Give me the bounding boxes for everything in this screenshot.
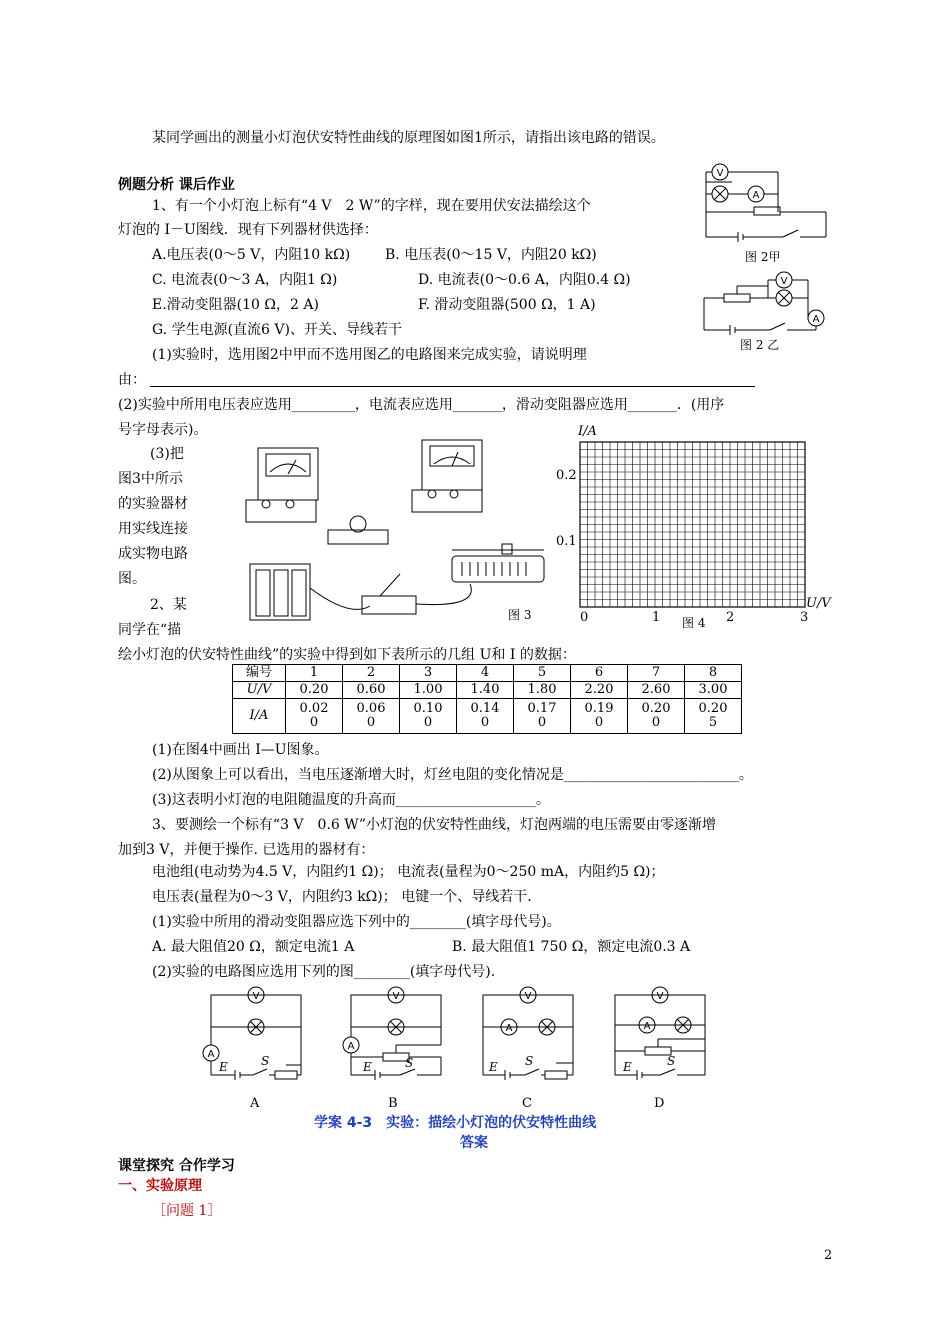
q1-sub3-l2: 图3中所示	[118, 471, 183, 487]
q1-sub3-l3: 的实验器材	[118, 496, 188, 512]
ammeter-symbol: A	[752, 190, 760, 201]
figure-2-yi-caption: 图 2 乙	[740, 338, 780, 352]
q3-line4: 电压表(量程为0～3 V，内阻约3 kΩ)； 电键一个、导线若干.	[152, 889, 532, 905]
q1-opt-g: G. 学生电源(直流6 V)、开关、导线若干	[152, 322, 402, 338]
figure-4-x-tick-0: 0	[580, 610, 589, 625]
table-cell: 1.80	[514, 682, 571, 699]
svg-text:E: E	[219, 1060, 228, 1074]
voltmeter-symbol: V	[716, 168, 724, 179]
svg-text:V: V	[524, 991, 532, 1002]
table-cell: 4	[457, 665, 514, 682]
table-header-cell: I/A	[233, 699, 286, 734]
table-row	[233, 665, 742, 682]
table-cell: 0.60	[343, 682, 400, 699]
table-cell: 5	[514, 665, 571, 682]
svg-text:V: V	[252, 991, 260, 1002]
table-cell: 1	[286, 665, 343, 682]
table-header-cell: U/V	[233, 682, 286, 699]
figure-3-apparatus	[240, 438, 560, 628]
question-tag: ［问题 1］	[152, 1203, 222, 1219]
section-one-heading: 一、实验原理	[118, 1178, 202, 1194]
answer-subtitle: 答案	[460, 1135, 488, 1151]
svg-text:S: S	[261, 1054, 270, 1068]
q1-sub1: (1)实验时，选用图2中甲而不选用图乙的电路图来完成实验，请说明理	[152, 347, 587, 363]
q2-sub2: (2)从图象上可以看出，当电压逐渐增大时，灯丝电阻的变化情况是_________________________。	[152, 767, 753, 783]
q1-sub3-l5: 成实物电路	[118, 546, 188, 562]
data-table	[232, 664, 742, 734]
q3-sub1: (1)实验中所用的滑动变阻器应选下列中的________(填字母代号)。	[152, 914, 561, 930]
table-cell: 0.17 0	[514, 699, 571, 734]
q2-line: 绘小灯泡的伏安特性曲线”的实验中得到如下表所示的几组 U和 I 的数据：	[118, 647, 576, 663]
q1-opt-c: C. 电流表(0～3 A，内阻1 Ω)	[152, 272, 338, 288]
svg-text:E: E	[363, 1060, 372, 1074]
q1-line2: 灯泡的 I－U图线．现有下列器材供选择：	[118, 222, 378, 238]
figure-4-y-tick-0-2: 0.2	[556, 468, 577, 483]
svg-text:A: A	[347, 1041, 355, 1052]
svg-text:S: S	[405, 1056, 414, 1070]
q1-opt-b: B. 电压表(0～15 V，内阻20 kΩ)	[385, 247, 597, 263]
figure-4-x-tick-2: 2	[726, 610, 735, 625]
figure-3-caption: 图 3	[508, 608, 532, 622]
ammeter-symbol-yi: A	[812, 314, 820, 325]
table-cell: 0.06 0	[343, 699, 400, 734]
table-cell: 3	[400, 665, 457, 682]
svg-text:E: E	[623, 1060, 632, 1074]
figure-4-y-axis-label: I/A	[578, 424, 597, 439]
table-cell: 0.10 0	[400, 699, 457, 734]
svg-text:S: S	[525, 1054, 534, 1068]
table-cell: 8	[685, 665, 742, 682]
q1-sub2: (2)实验中所用电压表应选用_________，电流表应选用_______，滑动变阻器应选用_______．(用序	[118, 397, 725, 413]
q2-side-l2: 同学在“描	[118, 622, 182, 638]
q1-sub3-l1: (3)把	[150, 446, 184, 462]
table-row	[233, 699, 742, 734]
section-class-heading: 课堂探究 合作学习	[118, 1158, 235, 1174]
figure-4-y-tick-0-1: 0.1	[556, 534, 577, 549]
table-cell: 2.20	[571, 682, 628, 699]
q3-line3: 电池组(电动势为4.5 V，内阻约1 Ω)； 电流表(量程为0～250 mA，内阻约5 Ω)；	[152, 864, 665, 880]
intro-text: 某同学画出的测量小灯泡伏安特性曲线的原理图如图1所示，请指出该电路的错误。	[152, 130, 665, 146]
table-cell: 7	[628, 665, 685, 682]
figure-4-grid	[580, 442, 810, 612]
figure-4-x-tick-3: 3	[800, 610, 809, 625]
figure-2-yi-circuit	[700, 268, 830, 338]
svg-text:S: S	[667, 1054, 676, 1068]
q1-sub1-reason-label: 由：	[118, 372, 146, 388]
voltmeter-symbol-yi: V	[780, 276, 788, 287]
circuit-label-a: A	[250, 1096, 260, 1111]
table-header-cell: 编号	[233, 665, 286, 682]
table-cell: 2	[343, 665, 400, 682]
table-cell: 6	[571, 665, 628, 682]
section-homework-heading: 例题分析 课后作业	[118, 177, 235, 193]
table-cell: 3.00	[685, 682, 742, 699]
svg-text:A: A	[643, 1021, 651, 1032]
circuit-label-b: B	[388, 1096, 398, 1111]
table-cell: 0.14 0	[457, 699, 514, 734]
figure-4-x-axis-label: U/V	[806, 596, 831, 611]
q3-opt-b: B. 最大阻值1 750 Ω，额定电流0.3 A	[452, 939, 691, 955]
page-number: 2	[824, 1248, 833, 1263]
table-cell: 0.19 0	[571, 699, 628, 734]
svg-text:E: E	[489, 1060, 498, 1074]
table-cell: 2.60	[628, 682, 685, 699]
table-cell: 0.20 0	[628, 699, 685, 734]
q1-line1: 1、有一个小灯泡上标有“4 V 2 W”的字样，现在要用伏安法描绘这个	[152, 198, 591, 214]
q3-opt-a: A. 最大阻值20 Ω，额定电流1 A	[152, 939, 355, 955]
q3-sub2: (2)实验的电路图应选用下列的图________(填字母代号).	[152, 964, 496, 980]
q3-line2: 加到3 V，并便于操作. 已选用的器材有：	[118, 842, 375, 858]
svg-text:V: V	[656, 991, 664, 1002]
q1-opt-d: D. 电流表(0～0.6 A，内阻0.4 Ω)	[418, 272, 631, 288]
figure-2-jia-circuit	[698, 162, 828, 242]
table-cell: 1.40	[457, 682, 514, 699]
q1-sub3-l6: 图。	[118, 571, 146, 587]
table-cell: 1.00	[400, 682, 457, 699]
table-cell: 0.20	[286, 682, 343, 699]
figure-2-jia-caption: 图 2甲	[745, 250, 781, 264]
reason-answer-line	[150, 386, 755, 387]
table-cell: 0.02 0	[286, 699, 343, 734]
q2-side-l1: 2、某	[150, 597, 187, 613]
svg-text:V: V	[392, 991, 400, 1002]
svg-text:A: A	[505, 1023, 513, 1034]
q1-sub3-l4: 用实线连接	[118, 521, 188, 537]
circuit-label-d: D	[654, 1096, 665, 1111]
circuit-options	[205, 985, 725, 1085]
q1-opt-e: E.滑动变阻器(10 Ω，2 A)	[152, 297, 319, 313]
q2-sub3: (3)这表明小灯泡的电阻随温度的升高而____________________。	[152, 792, 550, 808]
svg-text:A: A	[207, 1049, 215, 1060]
figure-4-x-tick-1: 1	[652, 610, 661, 625]
figure-4-caption: 图 4	[682, 616, 706, 630]
circuit-label-c: C	[522, 1096, 532, 1111]
q1-opt-a: A.电压表(0～5 V，内阻10 kΩ)	[152, 247, 351, 263]
q2-sub1: (1)在图4中画出 I—U图象。	[152, 742, 329, 758]
q1-opt-f: F. 滑动变阻器(500 Ω，1 A)	[418, 297, 596, 313]
q3-line1: 3、要测绘一个标有“3 V 0.6 W”小灯泡的伏安特性曲线，灯泡两端的电压需要由零逐渐增	[152, 817, 717, 833]
answer-title: 学案 4-3 实验：描绘小灯泡的伏安特性曲线	[314, 1115, 597, 1131]
q1-sub2-cont: 号字母表示)。	[118, 422, 208, 438]
table-row	[233, 682, 742, 699]
table-cell: 0.20 5	[685, 699, 742, 734]
